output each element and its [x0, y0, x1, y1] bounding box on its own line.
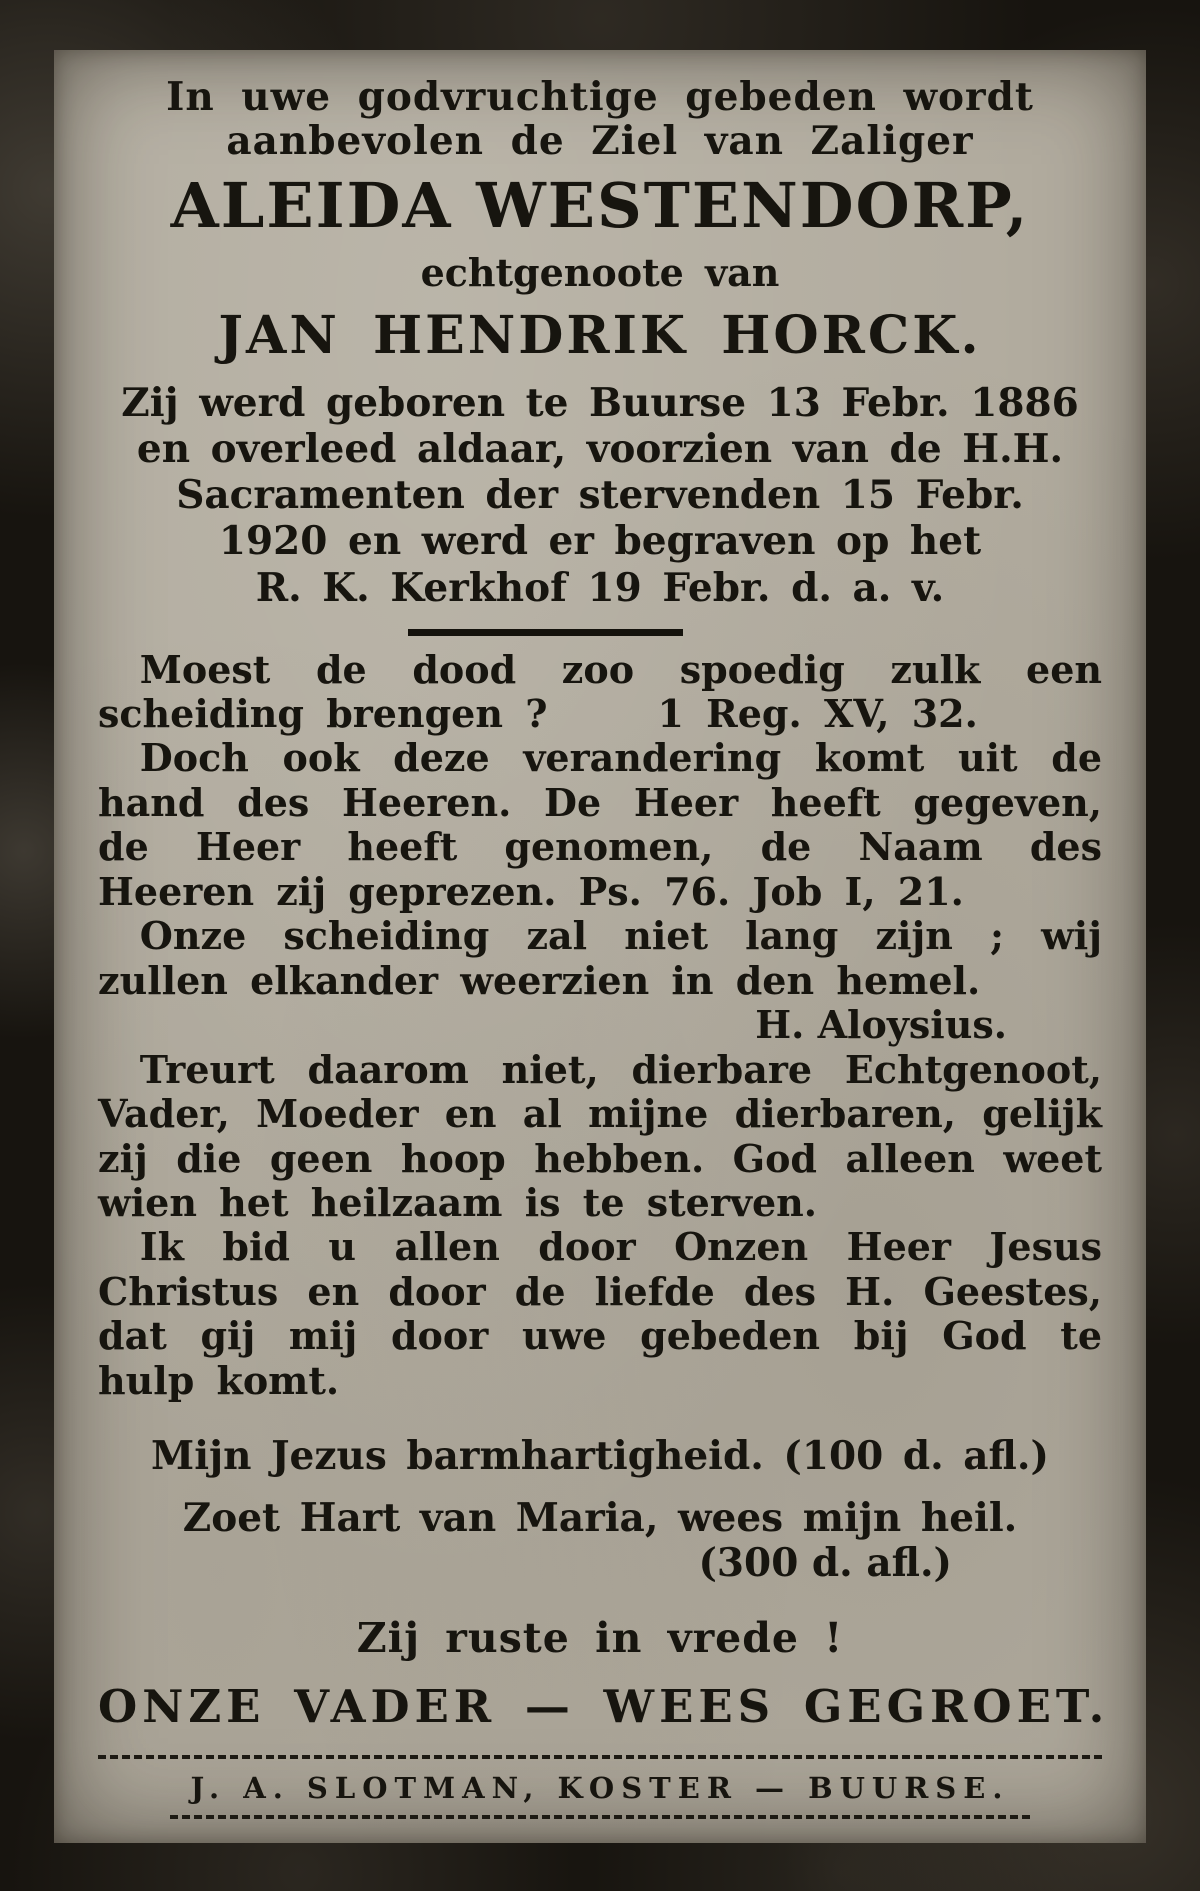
rest-in-peace-line: Zij ruste in vrede !	[356, 1614, 844, 1663]
prayers-line: ONZE VADER — WEES GEGROET.	[98, 1680, 1110, 1734]
footer-divider-top	[98, 1755, 1102, 1759]
paragraph-reunion: Onze scheiding zal niet lang zijn ; wij zullen elkander weerzien in den hemel.	[98, 913, 1102, 1003]
scripture-citation: 1 Reg. XV, 32.	[657, 690, 978, 736]
attribution-aloysius: H. Aloysius.	[755, 1002, 1007, 1048]
paragraph-mourning	[98, 648, 1102, 737]
paragraph-petition: Ik bid u allen door Onzen Heer Jesus Christus en door de liefde des H. Geestes, dat gij mij door uwe gebeden bij God te hulp komt.	[98, 1224, 1102, 1403]
indulgence-jesus: Mijn Jezus barmhartigheid. (100 d. afl.)	[151, 1433, 1049, 1480]
indulgence-maria: Zoet Hart van Maria, wees mijn heil.	[182, 1495, 1018, 1542]
printer-footer: J. A. SLOTMAN, KOSTER — BUURSE.	[190, 1771, 1010, 1806]
relation-label: echtgenoote van	[420, 250, 780, 296]
paragraph-text: Moest de dood zoo spoedig zulk een scheiding brengen ?	[98, 646, 1102, 736]
bio-line-1: Zij werd geboren te Buurse 13 Febr. 1886	[121, 380, 1079, 427]
paragraph-consolation: Treurt daarom niet, dierbare Echtgenoot, Vader, Moeder en al mijne dierbaren, gelijk zij die geen hoop hebben. God alleen weet wien het heilzaam is te sterven.	[98, 1046, 1102, 1225]
intro-text	[98, 76, 1102, 163]
bio-line-5: R. K. Kerkhof 19 Febr. d. a. v.	[255, 564, 945, 611]
intro-line-1: In uwe godvruchtige gebeden wordt	[166, 74, 1034, 120]
deceased-name: ALEIDA WESTENDORP,	[170, 169, 1030, 243]
spouse-name: JAN HENDRIK HORCK.	[218, 305, 982, 367]
biography	[98, 380, 1102, 610]
paragraph-providence: Doch ook deze verandering komt uit de hand des Heeren. De Heer heeft gegeven, de Heer heeft genomen, de Naam des Heeren zij geprezen. Ps. 76. Job I, 21.	[98, 735, 1102, 914]
bio-line-3: Sacramenten der stervenden 15 Febr.	[176, 472, 1024, 519]
section-divider	[408, 629, 683, 636]
intro-line-2: aanbevolen de Ziel van Zaliger	[226, 117, 974, 164]
footer-divider-bottom	[170, 1815, 1030, 1819]
bio-line-2: en overleed aldaar, voorzien van de H.H.	[136, 426, 1064, 473]
bio-line-4: 1920 en werd er begraven op het	[218, 518, 982, 565]
indulgence-maria-note: (300 d. afl.)	[698, 1540, 952, 1587]
memorial-card	[54, 50, 1146, 1843]
